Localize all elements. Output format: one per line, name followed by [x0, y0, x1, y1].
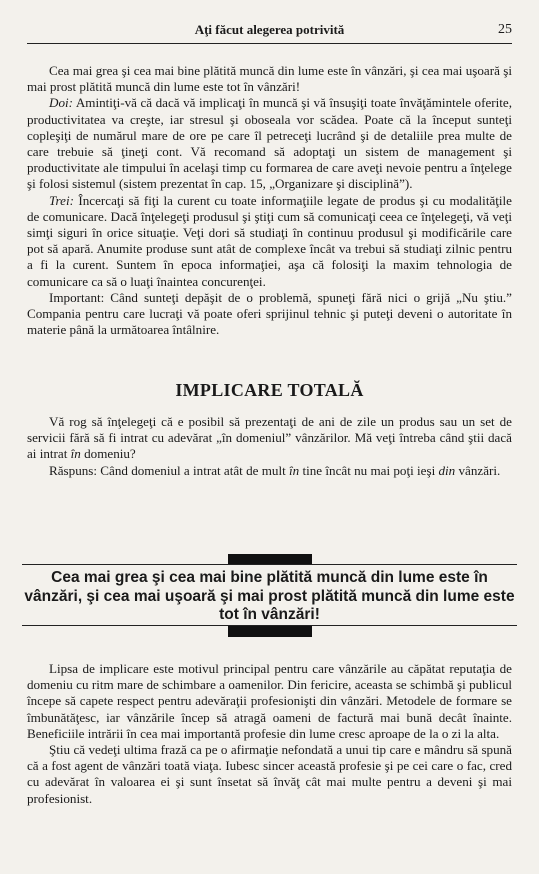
- answer-paragraph: Răspuns: Când domeniul a intrat atât de mult în tine încât nu mai poţi ieşi din vânzări.: [49, 462, 501, 478]
- point-two-text: Amintiţi-vă că dacă vă implicaţi în muncă şi vă însuşiţi toate învăţămintele oferite, productivitatea va creşte, iar stresul şi oboseala vor scădea. Poate că la început sunteţi copleşiţi de numărul mare de ore pe care îl petreceţi lucrând şi de detaliile prea multe de care trebuie să ţineţi cont. Vă recomand să adoptaţi un sistem de management şi productivitate ale timpului în acelaşi timp cu formarea de care aveţi nevoie pentru a înţelege şi folosi sistemul (sistem prezentat în cap. 15, „Organizare şi disciplină”).: [27, 95, 512, 192]
- point-two-paragraph: [27, 95, 512, 192]
- point-three-label: Trei:: [49, 192, 74, 208]
- closing-body: [27, 661, 512, 807]
- closing-paragraph-2: Ştiu că vedeţi ultima frază ca pe o afirmaţie nefondată a unui tip care e mândru să spună că a fost agent de vânzări toată viaţa. Iubesc sincer această profesie şi pe cei care o fac, cred cu adevărat în valoarea ei şi sunt însetat să învăţ cât mai multe pentru a deveni şi mai profesionist.: [27, 742, 512, 806]
- point-two-label: Doi:: [49, 95, 74, 111]
- intro-paragraph: Cea mai grea şi cea mai bine plătită muncă din lume este în vânzări, şi cea mai uşoară şi mai prost plătită muncă din lume este tot în vânzări!: [27, 63, 512, 95]
- section-body: [27, 414, 512, 479]
- section-heading: IMPLICARE TOTALĂ: [175, 380, 364, 400]
- point-three-paragraph: [27, 193, 512, 290]
- pull-quote-bottom-bar: [228, 626, 312, 637]
- header-rule: [27, 43, 512, 44]
- question-paragraph: Vă rog să înţelegeţi că e posibil să prezentaţi de ani de zile un produs sau un set de servicii fără să fi intrat cu adevărat „în domeniul” vânzărilor. Mă veţi întreba când ştii dacă ai intrat în domeniu?: [27, 414, 512, 462]
- closing-paragraph-1: Lipsa de implicare este motivul principal pentru care vânzările au căpătat reputaţia de domeniu cu ritm mare de schimbare a oamenilor. Din fericire, aceasta se schimbă şi publicul începe să capete respect pentru adevăraţii profesionişti din vânzări. Metodele de formare se îmbunătăţesc, iar vânzările încep să atragă oameni de factură mai bună decât înainte. Beneficiile intrării în cea mai importantă profesie din lume cresc aproape de la o zi la alta.: [27, 661, 512, 741]
- chapter-title: Aţi făcut alegerea potrivită: [194, 22, 345, 37]
- intro-and-points: [27, 63, 512, 338]
- important-paragraph: Important: Când sunteţi depăşit de o problemă, spuneţi fără nici o grijă „Nu ştiu.” Compania pentru care lucraţi vă poate oferi sprijinul tehnic şi puteţi deveni o autoritate în materie până la următoarea întâlnire.: [27, 289, 512, 338]
- pull-quote: [22, 546, 517, 640]
- pull-quote-text: Cea mai grea şi cea mai bine plătită muncă din lume este în vânzări, şi cea mai uşoară şi mai prost plătită muncă din lume este tot în vânzări!: [24, 569, 515, 623]
- pull-quote-top-rule: [22, 564, 517, 565]
- page-number: 25: [498, 22, 512, 37]
- point-three-text: Încercaţi să fiţi la curent cu toate informaţiile legate de produs şi cu modalităţile de comunicare. Dacă înţelegeţi produsul şi ştiţi cum să comunicaţi ceea ce înţelegeţi, vă veţi simţi siguri în orice situaţie. Veţi dori să studiaţi în continuu produsul şi modificările care pot să apară. Anumite produse sunt atât de complexe încât va trebui să studiaţi zilnic pentru a fi la curent. Suntem în epoca informaţiei, aşa că folosiţi la maxim tehnologia de comunicare ca să o luaţi înaintea concurenţei.: [27, 192, 512, 289]
